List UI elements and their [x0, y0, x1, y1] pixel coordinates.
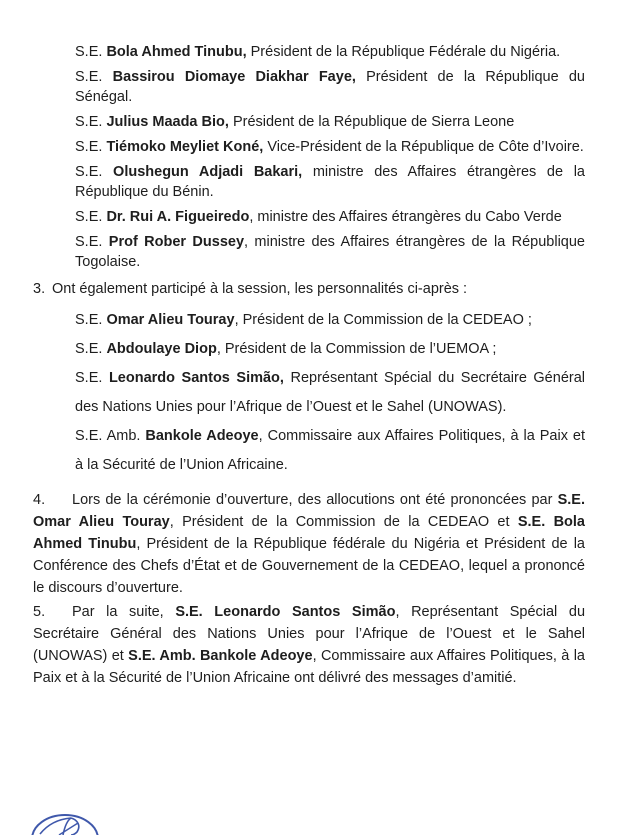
blue-seal-icon — [26, 812, 104, 835]
participant-paragraph-touray: S.E. Omar Alieu Touray, Président de la Commission de la CEDEAO ; — [75, 312, 532, 328]
participant-paragraph-simao: S.E. Leonardo Santos Simão, Représentant Spécial du Secrétaire Général des Nations Unies pour l’Afrique de l’Ouest et le Sahel (UNOWAS). — [75, 370, 585, 415]
paragraph-number-5: 5. — [33, 604, 46, 620]
participant-paragraph-diop: S.E. Abdoulaye Diop, Président de la Commission de l’UEMOA ; — [75, 341, 497, 357]
paragraph-5-text: Par la suite, S.E. Leonardo Santos Simão, Représentant Spécial du Secrétaire Général des Nations Unies pour l’Afrique de l’Ouest et le Sahel (UNOWAS) et S.E. Amb. Bankole Adeoye, Commissaire aux Affaires Politiques, à la Paix et à la Sécurité de l’Union Africaine ont délivré des messages d’amitié. — [33, 604, 586, 686]
participant-list — [75, 306, 585, 480]
dignitary-paragraph-bio: S.E. Julius Maada Bio, Président de la République de Sierra Leone — [75, 114, 515, 130]
dignitary-paragraph-dussey: S.E. Prof Rober Dussey, ministre des Affaires étrangères de la République Togolaise. — [75, 234, 585, 270]
dignitary-paragraph-bakari: S.E. Olushegun Adjadi Bakari, ministre des Affaires étrangères de la République du Bénin. — [75, 164, 585, 200]
dignitary-paragraph-faye: S.E. Bassirou Diomaye Diakhar Faye, Président de la République du Sénégal. — [75, 69, 586, 105]
dignitary-list — [75, 42, 585, 272]
numbered-paragraph-4 — [33, 489, 585, 599]
numbered-paragraph-5 — [33, 601, 585, 689]
paragraph-4-text: Lors de la cérémonie d’ouverture, des allocutions ont été prononcées par S.E. Omar Alieu Touray, Président de la Commission de la CEDEAO et S.E. Bola Ahmed Tinubu, Président de la République fédérale du Nigéria et Président de la Conférence des Chefs d’État et de Gouvernement de la CEDEAO, lequel a prononcé le discours d’ouverture. — [33, 492, 585, 596]
dignitary-paragraph-kone: S.E. Tiémoko Meyliet Koné, Vice-Président de la République de Côte d’Ivoire. — [75, 139, 584, 155]
dignitary-paragraph-tinubu: S.E. Bola Ahmed Tinubu, Président de la République Fédérale du Nigéria. — [75, 44, 561, 60]
dignitary-paragraph-figueiredo: S.E. Dr. Rui A. Figueiredo, ministre des Affaires étrangères du Cabo Verde — [75, 209, 562, 225]
paragraph-number-4: 4. — [33, 492, 46, 508]
paragraph-3-text: Ont également participé à la session, les personnalités ci-après : — [52, 281, 468, 297]
numbered-paragraph-3 — [33, 279, 585, 299]
participant-paragraph-adeoye: S.E. Amb. Bankole Adeoye, Commissaire aux Affaires Politiques, à la Paix et à la Sécurité de l’Union Africaine. — [75, 428, 586, 473]
paragraph-number-3: 3. — [33, 281, 46, 297]
